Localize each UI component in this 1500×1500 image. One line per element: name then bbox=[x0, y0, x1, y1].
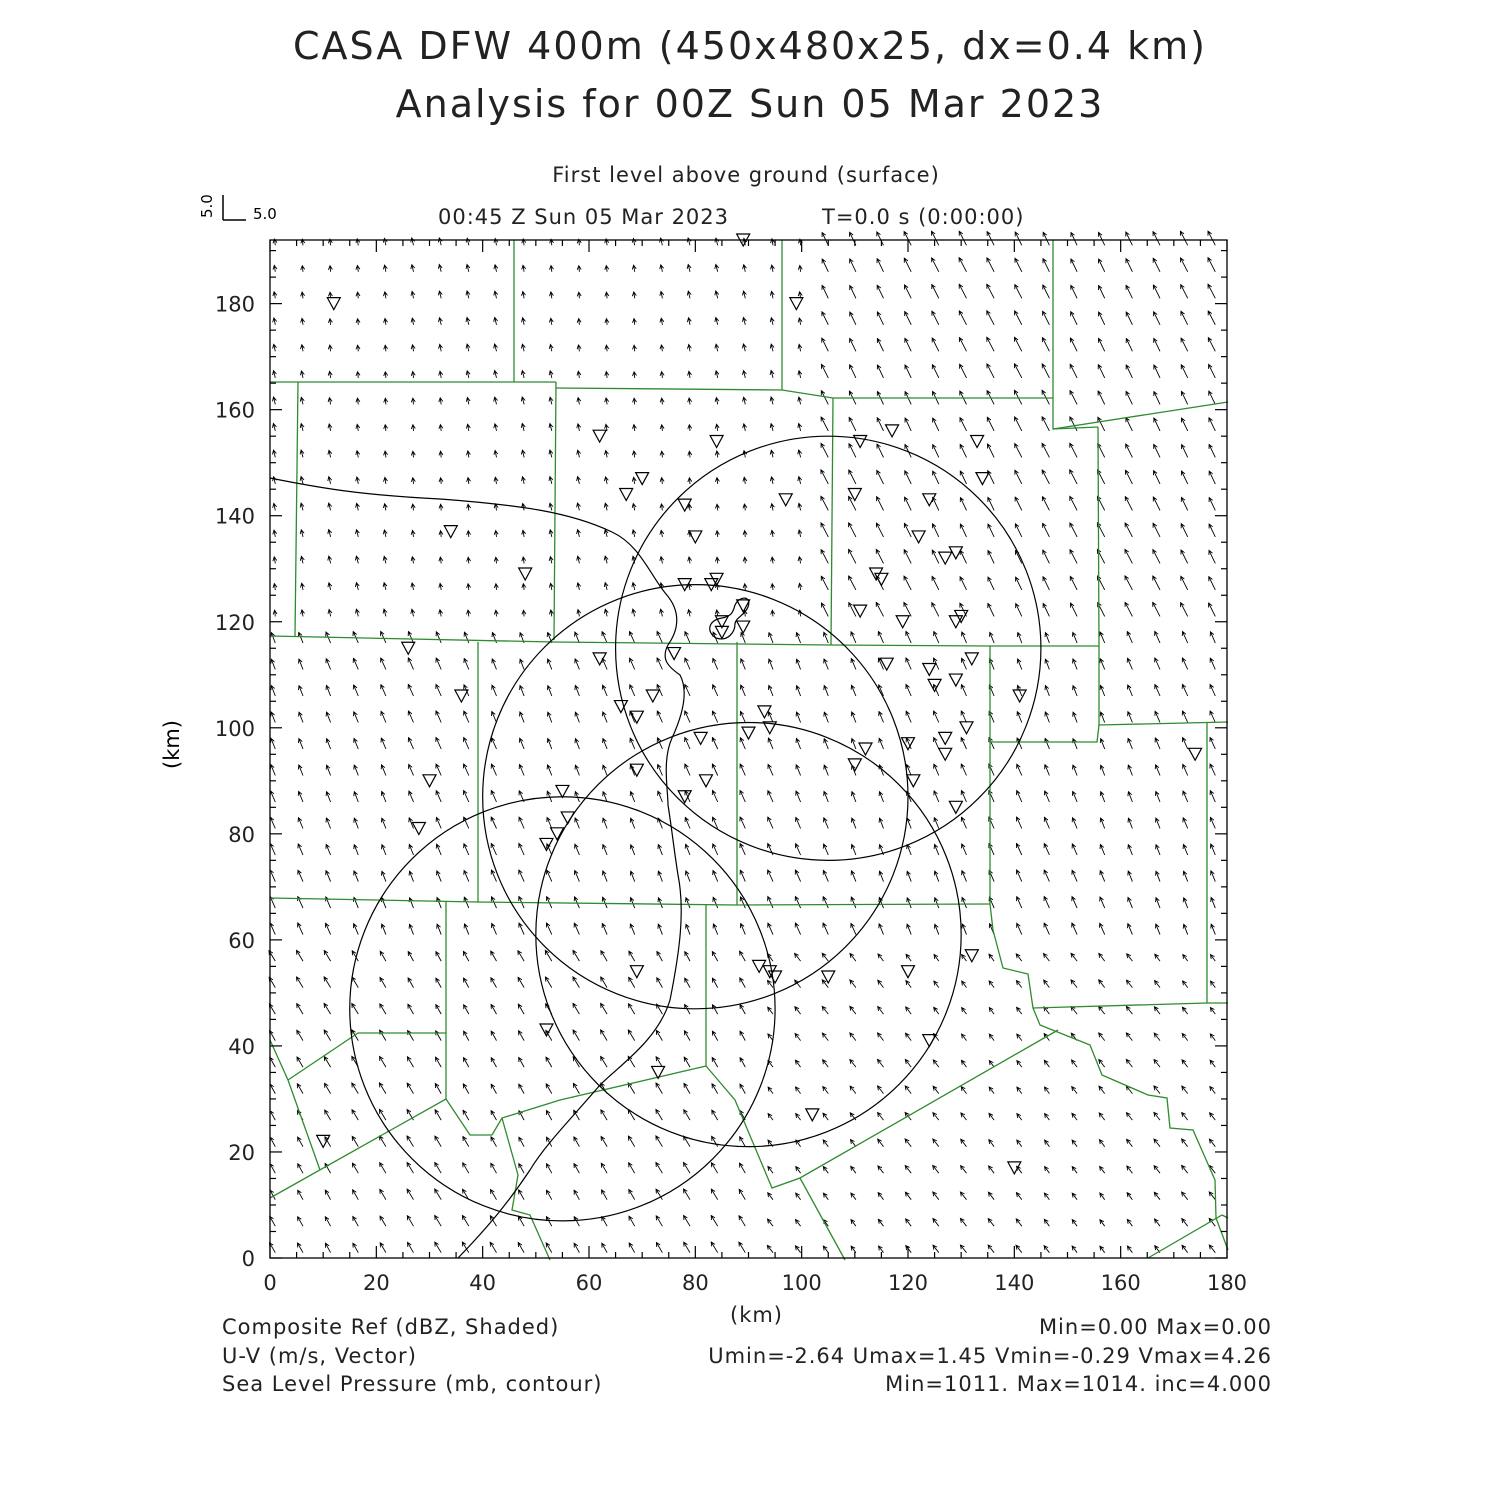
field3-label: Sea Level Pressure (mb, contour) bbox=[222, 1372, 603, 1396]
station-marker bbox=[976, 473, 989, 485]
station-marker bbox=[949, 674, 962, 686]
field1-label: Composite Ref (dBZ, Shaded) bbox=[222, 1315, 560, 1339]
title-line-1: CASA DFW 400m (450x480x25, dx=0.4 km) bbox=[292, 24, 1207, 68]
station-marker bbox=[668, 648, 681, 660]
station-marker bbox=[965, 950, 978, 962]
y-tick-label: 140 bbox=[214, 504, 255, 529]
station-marker bbox=[737, 600, 750, 612]
county-line bbox=[1148, 1215, 1228, 1258]
county-line bbox=[1098, 427, 1099, 646]
station-marker bbox=[902, 966, 915, 978]
y-tick-label: 60 bbox=[228, 928, 255, 953]
county-line bbox=[270, 636, 1099, 646]
y-tick-label: 0 bbox=[241, 1247, 255, 1271]
x-axis-label: (km) bbox=[730, 1303, 784, 1327]
station-marker bbox=[854, 435, 867, 447]
station-marker bbox=[779, 494, 792, 506]
county-line bbox=[990, 742, 1207, 1008]
y-tick-label: 80 bbox=[228, 822, 255, 847]
station-marker bbox=[620, 489, 633, 501]
county-line bbox=[706, 1030, 1058, 1188]
station-marker bbox=[806, 1109, 819, 1121]
valid-time: 00:45 Z Sun 05 Mar 2023 bbox=[438, 205, 730, 229]
station-marker bbox=[896, 616, 909, 628]
station-marker bbox=[412, 823, 425, 835]
county-line bbox=[990, 646, 1099, 742]
x-tick-label: 60 bbox=[575, 1271, 603, 1295]
y-tick-label: 160 bbox=[214, 398, 255, 423]
y-axis-label: (km) bbox=[160, 719, 184, 769]
x-tick-label: 140 bbox=[994, 1271, 1035, 1295]
station-marker bbox=[636, 473, 649, 485]
county-line bbox=[554, 382, 556, 640]
county-line bbox=[1053, 240, 1228, 429]
station-marker bbox=[593, 430, 606, 442]
station-marker bbox=[742, 727, 755, 739]
radar-range-ring bbox=[616, 436, 1041, 860]
level-label: First level above ground (surface) bbox=[552, 163, 940, 187]
x-tick-label: 0 bbox=[263, 1271, 277, 1295]
station-marker bbox=[402, 642, 415, 654]
radar-range-rings bbox=[350, 436, 1041, 1221]
station-marker bbox=[699, 775, 712, 787]
station-marker bbox=[965, 653, 978, 665]
field1-stats: Min=0.00 Max=0.00 bbox=[1038, 1315, 1272, 1339]
station-marker bbox=[939, 732, 952, 744]
station-marker bbox=[939, 552, 952, 564]
x-tick-label: 20 bbox=[362, 1271, 390, 1295]
station-marker bbox=[630, 966, 643, 978]
county-line bbox=[288, 1033, 446, 1080]
station-marker bbox=[880, 658, 893, 670]
axis-tick-labels bbox=[215, 293, 1247, 1295]
x-tick-label: 40 bbox=[469, 1271, 497, 1295]
station-marker bbox=[737, 621, 750, 633]
county-line bbox=[831, 398, 833, 645]
station-marker bbox=[848, 759, 861, 771]
station-marker bbox=[1189, 748, 1202, 760]
station-marker bbox=[327, 298, 340, 310]
x-tick-label: 100 bbox=[781, 1271, 822, 1295]
station-marker bbox=[960, 722, 973, 734]
title-line-2: Analysis for 00Z Sun 05 Mar 2023 bbox=[395, 82, 1105, 126]
x-tick-label: 80 bbox=[681, 1271, 709, 1295]
reference-vector-y-label: 5.0 bbox=[198, 194, 216, 218]
station-marker bbox=[886, 425, 899, 437]
y-tick-label: 120 bbox=[214, 610, 255, 635]
station-marker bbox=[646, 690, 659, 702]
station-marker bbox=[694, 732, 707, 744]
station-marker bbox=[949, 801, 962, 813]
field3-stats: Min=1011. Max=1014. inc=4.000 bbox=[885, 1372, 1272, 1396]
county-line bbox=[1099, 646, 1228, 725]
station-marker bbox=[939, 748, 952, 760]
county-line bbox=[1033, 1008, 1228, 1250]
station-markers bbox=[317, 234, 1202, 1174]
station-marker bbox=[955, 610, 968, 622]
county-boundaries bbox=[270, 240, 1228, 1260]
field2-label: U-V (m/s, Vector) bbox=[222, 1344, 417, 1368]
station-marker bbox=[763, 966, 776, 978]
station-marker bbox=[519, 568, 532, 580]
model-time: T=0.0 s (0:00:00) bbox=[822, 205, 1025, 229]
station-marker bbox=[859, 743, 872, 755]
station-marker bbox=[455, 690, 468, 702]
y-tick-label: 40 bbox=[228, 1034, 255, 1059]
station-marker bbox=[444, 526, 457, 538]
station-marker bbox=[710, 435, 723, 447]
station-marker bbox=[923, 663, 936, 675]
field2-stats: Umin=-2.64 Umax=1.45 Vmin=-0.29 Vmax=4.26 bbox=[708, 1344, 1272, 1368]
y-tick-label: 100 bbox=[214, 716, 255, 741]
station-marker bbox=[790, 298, 803, 310]
x-tick-label: 180 bbox=[1206, 1271, 1248, 1295]
county-line bbox=[800, 1178, 845, 1260]
x-tick-label: 120 bbox=[887, 1271, 929, 1295]
y-tick-label: 180 bbox=[214, 292, 255, 317]
station-marker bbox=[912, 531, 925, 543]
axis-ticks bbox=[270, 240, 1227, 1258]
county-line bbox=[502, 1118, 550, 1260]
county-line bbox=[295, 382, 298, 636]
radar-range-ring bbox=[536, 722, 961, 1146]
county-line bbox=[556, 388, 1053, 398]
county-line bbox=[270, 1066, 706, 1198]
pressure-contours bbox=[270, 478, 749, 1258]
station-marker bbox=[423, 775, 436, 787]
county-line bbox=[270, 1040, 320, 1170]
station-marker bbox=[971, 435, 984, 447]
station-marker bbox=[907, 775, 920, 787]
y-tick-label: 20 bbox=[228, 1140, 255, 1165]
x-tick-label: 160 bbox=[1100, 1271, 1141, 1295]
plot-frame bbox=[270, 240, 1227, 1258]
reference-vector-x-label: 5.0 bbox=[253, 205, 277, 223]
station-marker bbox=[556, 785, 569, 797]
